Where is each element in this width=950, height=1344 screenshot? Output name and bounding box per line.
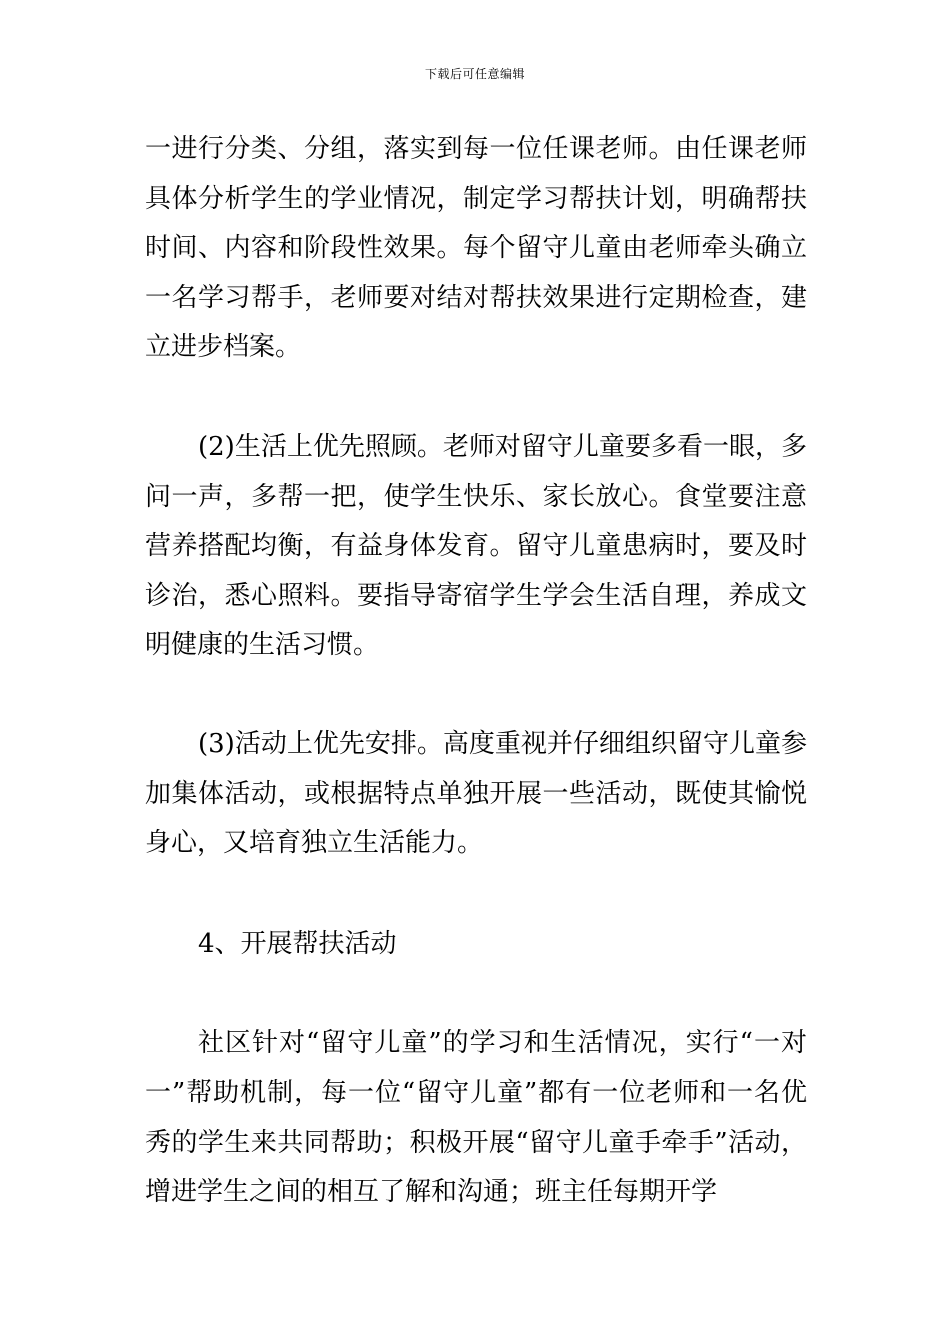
page-header-note: 下载后可任意编辑 [424, 67, 525, 81]
document-body [145, 125, 807, 1218]
paragraph-continuation: 一进行分类、分组，落实到每一位任课老师。由任课老师具体分析学生的学业情况，制定学习帮扶计划，明确帮扶时间、内容和阶段性效果。每个留守儿童由老师牵头确立一名学习帮手，老师要对结对帮扶效果进行定期检查，建立进步档案。 [145, 134, 807, 363]
paragraph-life-care: (2)生活上优先照顾。老师对留守儿童要多看一眼，多问一声，多帮一把，使学生快乐、家长放心。食堂要注意营养搭配均衡，有益身体发育。留守儿童患病时，要及时诊治，悉心照料。要指导寄宿学生学会生活自理，养成文明健康的生活习惯。 [145, 431, 807, 661]
paragraph-community-assistance: 社区针对“留守儿童”的学习和生活情况，实行“一对一”帮助机制，每一位“留守儿童”都有一位老师和一名优秀的学生来共同帮助；积极开展“留守儿童手牵手”活动，增进学生之间的相互了解和沟通；班主任每期开学 [145, 1028, 807, 1208]
paragraph-activities: (3)活动上优先安排。高度重视并仔细组织留守儿童参加集体活动，或根据特点单独开展一些活动，既使其愉悦身心，又培育独立生活能力。 [145, 728, 807, 859]
section-heading-assistance: 4、开展帮扶活动 [198, 928, 397, 959]
